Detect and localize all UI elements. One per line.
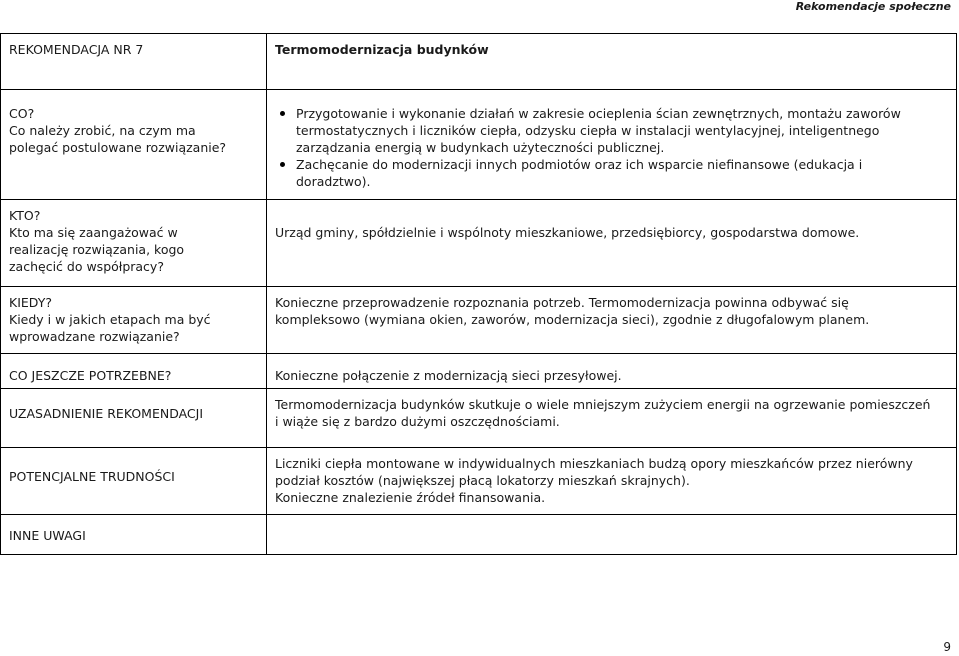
recommendation-number: REKOMENDACJA NR 7 <box>1 34 267 90</box>
label-jeszcze <box>1 354 267 389</box>
list-item-line: termostatycznych i liczników ciepła, odzysku ciepła w instalacji wentylacyjnej, inteligentnego <box>296 123 880 138</box>
label-line: Co należy zrobić, na czym ma <box>9 123 196 138</box>
label-line: zachęcić do współpracy? <box>9 259 164 274</box>
list-item-line: Przygotowanie i wykonanie działań w zakresie ocieplenia ścian zewnętrznych, montażu zaworów <box>296 106 901 121</box>
label-co <box>1 90 267 200</box>
content-line: Termomodernizacja budynków skutkuje o wiele mniejszym zużyciem energii na ogrzewanie pomieszczeń <box>275 397 931 412</box>
content-kiedy <box>267 287 957 354</box>
label-line: wprowadzane rozwiązanie? <box>9 329 180 344</box>
content-line: Konieczne przeprowadzenie rozpoznania potrzeb. Termomodernizacja powinna odbywać się <box>275 295 849 310</box>
content-line: Konieczne znalezienie źródeł finansowania. <box>275 490 546 505</box>
list-item <box>296 156 948 190</box>
label-uzasadnienie <box>1 389 267 448</box>
content-text: Konieczne połączenie z modernizacją sieci przesyłowej. <box>275 368 622 383</box>
content-line: Liczniki ciepła montowane w indywidualnych mieszkaniach budzą opory mieszkańców przez nierówny <box>275 456 913 471</box>
label-uwagi <box>1 515 267 555</box>
content-co <box>267 90 957 200</box>
label-line: KIEDY? <box>9 295 52 310</box>
label-line: KTO? <box>9 208 41 223</box>
page-number: 9 <box>943 640 951 654</box>
document-header-title: Rekomendacje społeczne <box>795 0 951 13</box>
content-line: podział kosztów (największej płacą lokatorzy mieszkań skrajnych). <box>275 473 690 488</box>
recommendation-title: Termomodernizacja budynków <box>267 34 957 90</box>
content-text: Urząd gminy, spółdzielnie i wspólnoty mieszkaniowe, przedsiębiorcy, gospodarstwa domowe. <box>275 225 860 240</box>
table-row-uwagi <box>1 515 957 555</box>
table-row-kiedy <box>1 287 957 354</box>
content-kto <box>267 200 957 287</box>
label-kiedy <box>1 287 267 354</box>
label-line: Kto ma się zaangażować w <box>9 225 178 240</box>
list-item-line: doradztwo). <box>296 174 371 189</box>
label-line: CO? <box>9 106 35 121</box>
measures-list <box>275 105 948 190</box>
label-line: polegać postulowane rozwiązanie? <box>9 140 227 155</box>
label-line: Kiedy i w jakich etapach ma być <box>9 312 211 327</box>
table-row-trudnosci <box>1 448 957 515</box>
table-row-kto <box>1 200 957 287</box>
content-line: i wiąże się z bardzo dużymi oszczędnościami. <box>275 414 560 429</box>
recommendation-table <box>0 33 957 555</box>
label-line: INNE UWAGI <box>9 528 86 543</box>
content-uwagi <box>267 515 957 555</box>
table-row-co <box>1 90 957 200</box>
content-trudnosci <box>267 448 957 515</box>
label-line: POTENCJALNE TRUDNOŚCI <box>9 469 175 484</box>
list-item <box>296 105 948 156</box>
list-item-line: zarządzania energią w budynkach użyteczności publicznej. <box>296 140 665 155</box>
label-kto <box>1 200 267 287</box>
table-row-uzasadnienie <box>1 389 957 448</box>
content-line: kompleksowo (wymiana okien, zaworów, modernizacja sieci), zgodnie z długofalowym planem. <box>275 312 870 327</box>
label-line: UZASADNIENIE REKOMENDACJI <box>9 406 204 421</box>
content-jeszcze <box>267 354 957 389</box>
label-trudnosci <box>1 448 267 515</box>
label-line: realizację rozwiązania, kogo <box>9 242 185 257</box>
label-line: CO JESZCZE POTRZEBNE? <box>9 368 172 383</box>
table-row-header <box>1 34 957 90</box>
list-item-line: Zachęcanie do modernizacji innych podmiotów oraz ich wsparcie niefinansowe (edukacja i <box>296 157 863 172</box>
content-uzasadnienie <box>267 389 957 448</box>
table-row-jeszcze <box>1 354 957 389</box>
